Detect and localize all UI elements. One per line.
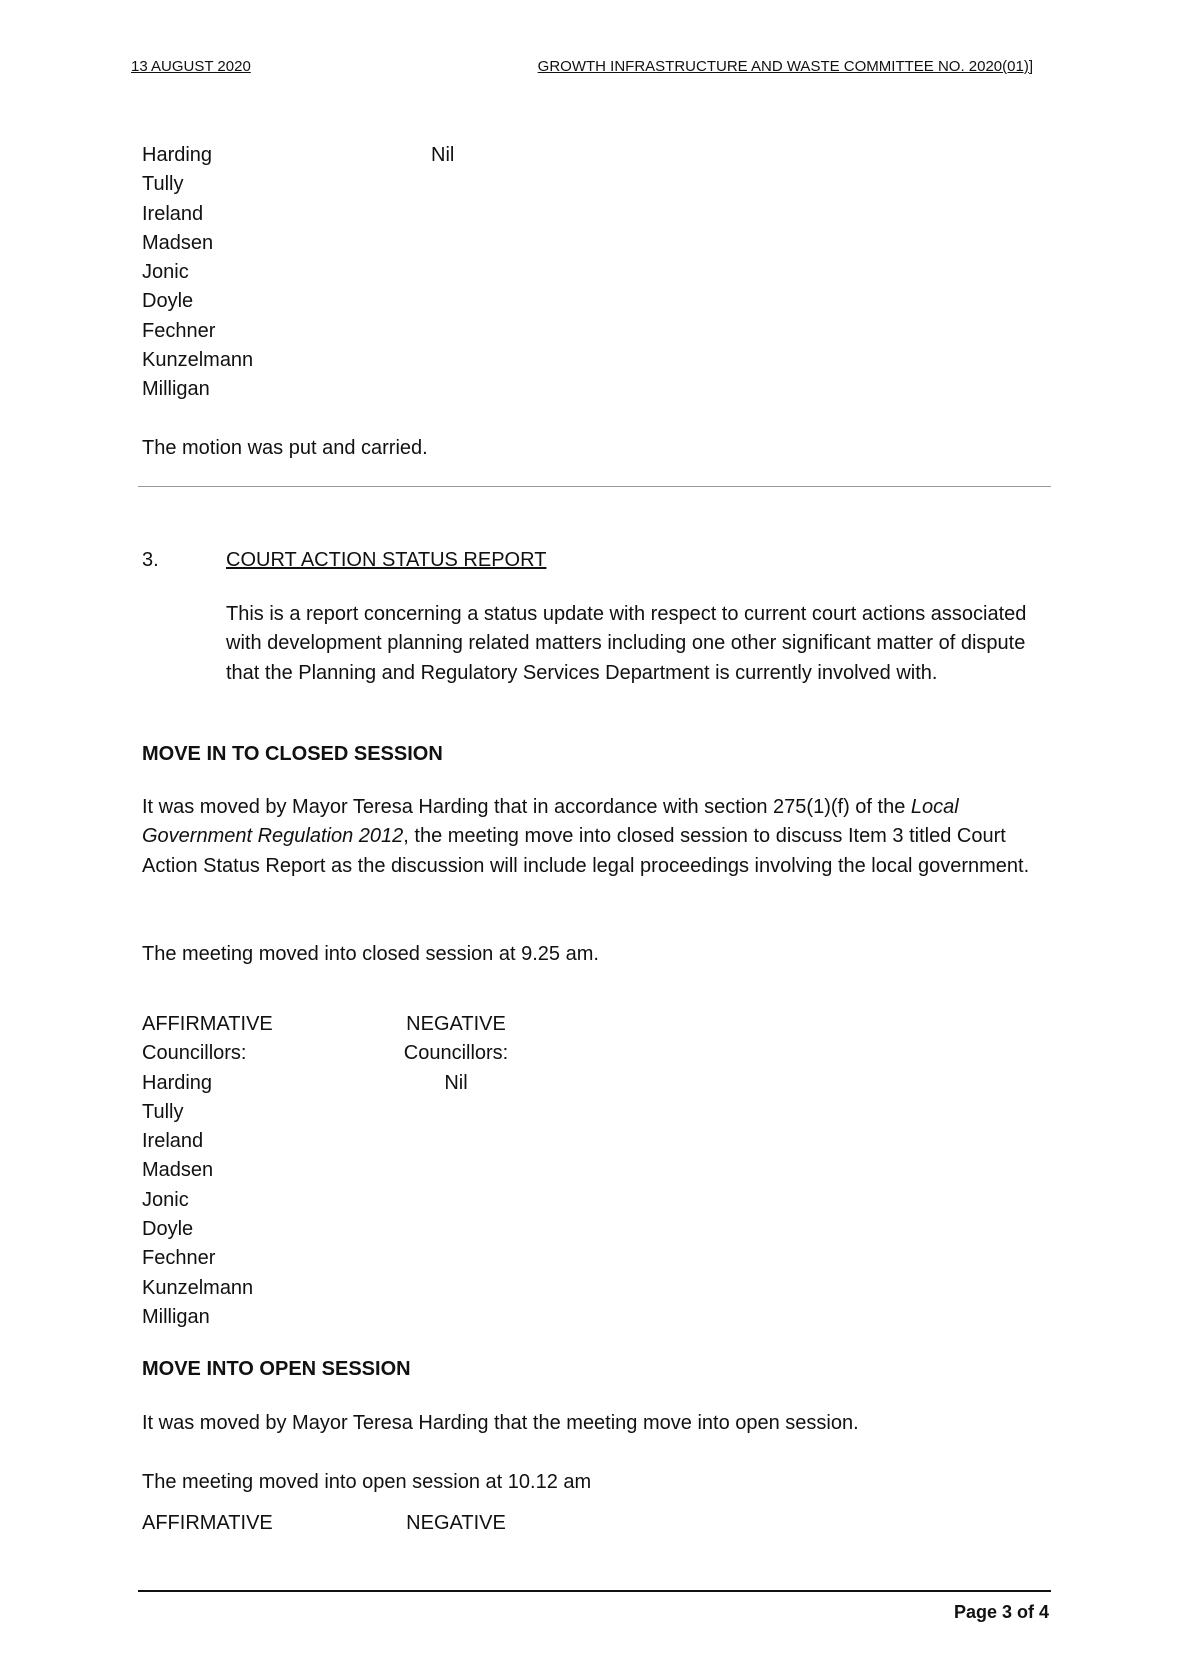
councillor-name: Kunzelmann xyxy=(142,349,254,372)
councillor-name: Nil xyxy=(444,1071,468,1094)
councillor-name: Doyle xyxy=(142,290,194,313)
vote1-negative-list xyxy=(431,141,454,170)
councillor-name: Tully xyxy=(142,1100,184,1123)
councillor-name: Nil xyxy=(431,144,455,166)
header-date: 13 AUGUST 2020 xyxy=(131,58,251,75)
councillor-name: Tully xyxy=(142,173,184,196)
open-affirmative-label: AFFIRMATIVE xyxy=(142,1512,273,1534)
councillors-label: Councillors: xyxy=(403,1042,509,1065)
councillor-name: Harding xyxy=(142,144,213,166)
closed-session-motion xyxy=(142,793,1054,881)
vote1-result: The motion was put and carried. xyxy=(142,437,428,459)
councillor-name: Ireland xyxy=(142,1130,204,1153)
councillor-name: Fechner xyxy=(142,1247,216,1270)
item-number: 3. xyxy=(142,549,159,571)
negative-label: NEGATIVE xyxy=(406,1013,506,1035)
councillor-name: Harding xyxy=(142,1071,213,1094)
councillor-name: Jonic xyxy=(142,261,189,284)
closed-affirmative-list xyxy=(142,1010,273,1332)
councillor-name: Madsen xyxy=(142,231,214,254)
closed-session-time: The meeting moved into closed session at 9.25 am. xyxy=(142,943,599,965)
councillor-name: Doyle xyxy=(142,1218,194,1241)
councillor-name: Fechner xyxy=(142,319,216,342)
open-session-time: The meeting moved into open session at 10.12 am xyxy=(142,1471,592,1493)
header-committee: GROWTH INFRASTRUCTURE AND WASTE COMMITTEE NO. 2020(01)] xyxy=(537,58,1033,75)
motion-text: , the meeting move into closed session to discuss Item 3 titled Court Action Status Report as the discussion will include legal proceedings involving the local government. xyxy=(142,825,1030,877)
councillor-name: Jonic xyxy=(142,1188,189,1211)
councillors-label: Councillors: xyxy=(142,1042,247,1065)
motion-text: It was moved by Mayor Teresa Harding that in accordance with section 275(1)(f) of the xyxy=(142,796,911,818)
councillor-name: Milligan xyxy=(142,378,210,401)
councillor-name: Milligan xyxy=(142,1305,210,1328)
open-negative-label: NEGATIVE xyxy=(406,1512,506,1534)
item-title: COURT ACTION STATUS REPORT xyxy=(226,549,547,571)
councillor-name: Madsen xyxy=(142,1159,214,1182)
open-session-motion: It was moved by Mayor Teresa Harding that the meeting move into open session. xyxy=(142,1412,859,1434)
section-divider xyxy=(138,486,1051,487)
councillor-name: Kunzelmann xyxy=(142,1276,254,1299)
vote1-affirmative-list xyxy=(142,141,253,405)
affirmative-label: AFFIRMATIVE xyxy=(142,1013,273,1035)
footer-rule xyxy=(138,1590,1051,1592)
councillor-name: Ireland xyxy=(142,202,204,225)
open-session-heading: MOVE INTO OPEN SESSION xyxy=(142,1358,411,1380)
regulation-title: Local Government Regulation 2012 xyxy=(142,796,959,848)
closed-session-heading: MOVE IN TO CLOSED SESSION xyxy=(142,743,443,765)
page-number: Page 3 of 4 xyxy=(953,1602,1049,1622)
item-summary: This is a report concerning a status update with respect to current court actions associated with development planning related matters including one other significant matter of dispute that the Planning and Regulatory Services Department is currently involved with. xyxy=(226,603,1027,684)
closed-negative-list xyxy=(376,1010,536,1098)
